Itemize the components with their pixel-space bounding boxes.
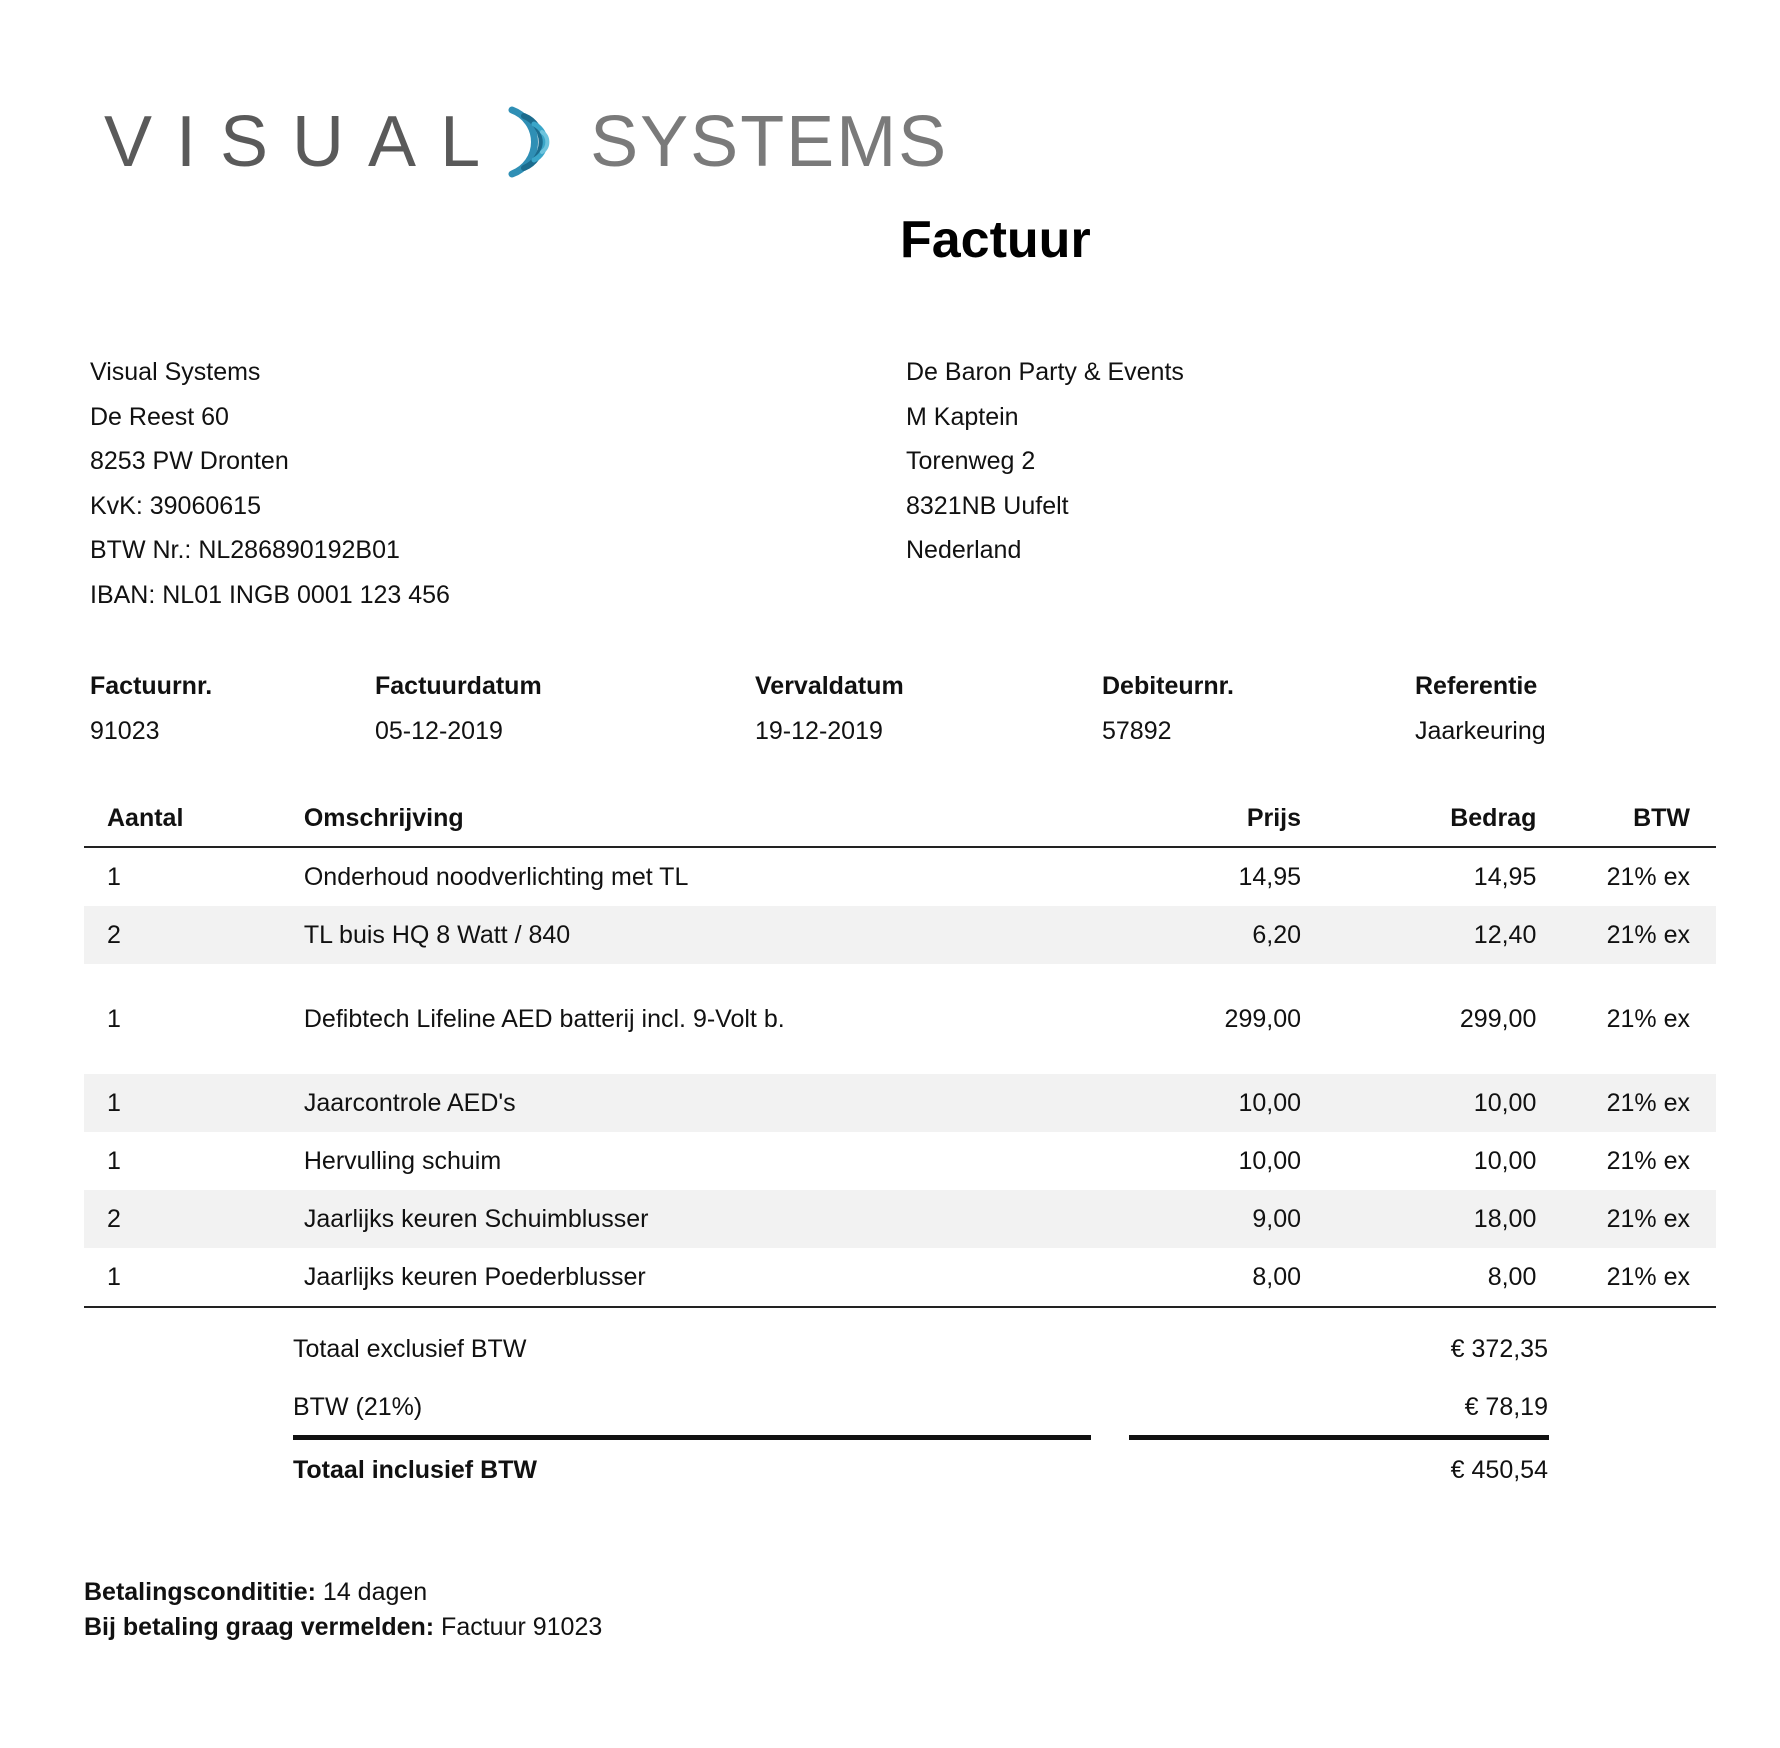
- row-vat: 21% ex: [1606, 862, 1690, 891]
- total-excl-vat-label: Totaal exclusief BTW: [293, 1335, 527, 1363]
- payment-terms-value: 14 dagen: [322, 1578, 428, 1606]
- row-description: Defibtech Lifeline AED batterij incl. 9-Volt b.: [303, 1004, 785, 1033]
- table-row: [84, 906, 1716, 964]
- row-vat: 21% ex: [1536, 1248, 1716, 1307]
- table-row: [84, 964, 1716, 1074]
- header-quantity: Aantal: [84, 790, 304, 847]
- recipient-contact: M Kaptein: [906, 402, 1019, 431]
- row-quantity: 1: [107, 862, 121, 891]
- sender-vat-number: BTW Nr.: NL286890192B01: [90, 536, 400, 564]
- row-quantity: 1: [84, 1074, 304, 1132]
- invoice-number: 91023: [90, 717, 160, 745]
- row-price: 10,00: [1109, 1074, 1301, 1132]
- total-incl-vat-value: € 450,54: [1450, 1456, 1548, 1484]
- row-description: Hervulling schuim: [303, 1146, 502, 1175]
- row-quantity: 1: [107, 1146, 121, 1175]
- logo-word-systems: SYSTEMS: [590, 102, 949, 182]
- document-title: Factuur: [900, 211, 1091, 269]
- sender-city: 8253 PW Dronten: [90, 447, 289, 475]
- due-date: 19-12-2019: [755, 717, 883, 745]
- payment-terms: [84, 1578, 427, 1607]
- debtor-number-label: Debiteurnr.: [1102, 672, 1234, 700]
- recipient-city: 8321NB Uufelt: [906, 491, 1069, 520]
- row-description: Onderhoud noodverlichting met TL: [303, 862, 689, 891]
- sender-street: De Reest 60: [90, 402, 229, 431]
- invoice-date-label: Factuurdatum: [375, 672, 542, 700]
- header-description: Omschrijving: [304, 790, 1109, 847]
- row-quantity: 2: [84, 1190, 304, 1248]
- due-date-label: Vervaldatum: [755, 672, 904, 700]
- company-logo: [104, 100, 948, 184]
- debtor-number: 57892: [1102, 717, 1172, 745]
- table-row: [84, 1190, 1716, 1248]
- row-vat: 21% ex: [1606, 1146, 1690, 1175]
- row-vat: 21% ex: [1536, 1190, 1716, 1248]
- totals-divider-right: [1129, 1435, 1549, 1440]
- table-row: [84, 1074, 1716, 1132]
- row-amount: 8,00: [1301, 1248, 1536, 1307]
- row-description: Jaarcontrole AED's: [304, 1074, 1109, 1132]
- header-price: Prijs: [1109, 790, 1301, 847]
- row-amount: 12,40: [1301, 906, 1536, 964]
- recipient-street: Torenweg 2: [906, 447, 1036, 475]
- row-price: 8,00: [1109, 1248, 1301, 1307]
- row-description: Jaarlijks keuren Poederblusser: [304, 1248, 1109, 1307]
- invoice-number-label: Factuurnr.: [90, 672, 213, 700]
- row-vat: 21% ex: [1536, 906, 1716, 964]
- row-price: 9,00: [1109, 1190, 1301, 1248]
- invoice-date: 05-12-2019: [375, 717, 503, 745]
- sender-name: Visual Systems: [90, 358, 261, 386]
- row-amount: 10,00: [1473, 1146, 1537, 1175]
- row-amount: 10,00: [1301, 1074, 1536, 1132]
- row-quantity: 1: [84, 1248, 304, 1307]
- row-amount: 299,00: [1459, 1004, 1537, 1033]
- row-price: 10,00: [1238, 1146, 1302, 1175]
- recipient-address: [906, 350, 1184, 573]
- row-vat: 21% ex: [1536, 1074, 1716, 1132]
- totals-divider-left: [293, 1435, 1091, 1440]
- row-amount: 14,95: [1473, 862, 1537, 891]
- row-price: 299,00: [1224, 1004, 1302, 1033]
- row-description: TL buis HQ 8 Watt / 840: [304, 906, 1109, 964]
- header-amount: Bedrag: [1301, 790, 1536, 847]
- row-description: Jaarlijks keuren Schuimblusser: [304, 1190, 1109, 1248]
- logo-word-visual: VISUAL: [104, 102, 505, 182]
- vat-value: € 78,19: [1464, 1393, 1548, 1421]
- row-price: 14,95: [1238, 862, 1302, 891]
- table-row: [84, 847, 1716, 906]
- row-quantity: 2: [84, 906, 304, 964]
- table-header-row: [84, 790, 1716, 847]
- total-excl-vat-value: € 372,35: [1450, 1335, 1548, 1363]
- row-amount: 18,00: [1301, 1190, 1536, 1248]
- row-price: 6,20: [1109, 906, 1301, 964]
- sender-iban: IBAN: NL01 INGB 0001 123 456: [90, 580, 450, 609]
- header-vat: BTW: [1536, 790, 1716, 847]
- wave-logo-icon: [498, 102, 578, 182]
- payment-reference-value: Factuur 91023: [441, 1613, 603, 1641]
- table-row: [84, 1132, 1716, 1190]
- recipient-country: Nederland: [906, 536, 1022, 564]
- recipient-company: De Baron Party & Events: [906, 358, 1184, 386]
- reference-value: Jaarkeuring: [1415, 717, 1546, 745]
- invoice-lines-table: [84, 790, 1716, 1308]
- row-vat: 21% ex: [1606, 1004, 1690, 1033]
- vat-label: BTW (21%): [293, 1393, 423, 1421]
- payment-reference: [84, 1613, 602, 1642]
- payment-reference-label: Bij betaling graag vermelden:: [84, 1613, 435, 1641]
- sender-address: [90, 350, 450, 617]
- table-row: [84, 1248, 1716, 1307]
- sender-kvk: KvK: 39060615: [90, 491, 261, 520]
- row-quantity: 1: [107, 1004, 121, 1033]
- payment-terms-label: Betalingscondititie:: [84, 1578, 316, 1606]
- reference-label: Referentie: [1415, 672, 1538, 700]
- total-incl-vat-label: Totaal inclusief BTW: [293, 1456, 537, 1484]
